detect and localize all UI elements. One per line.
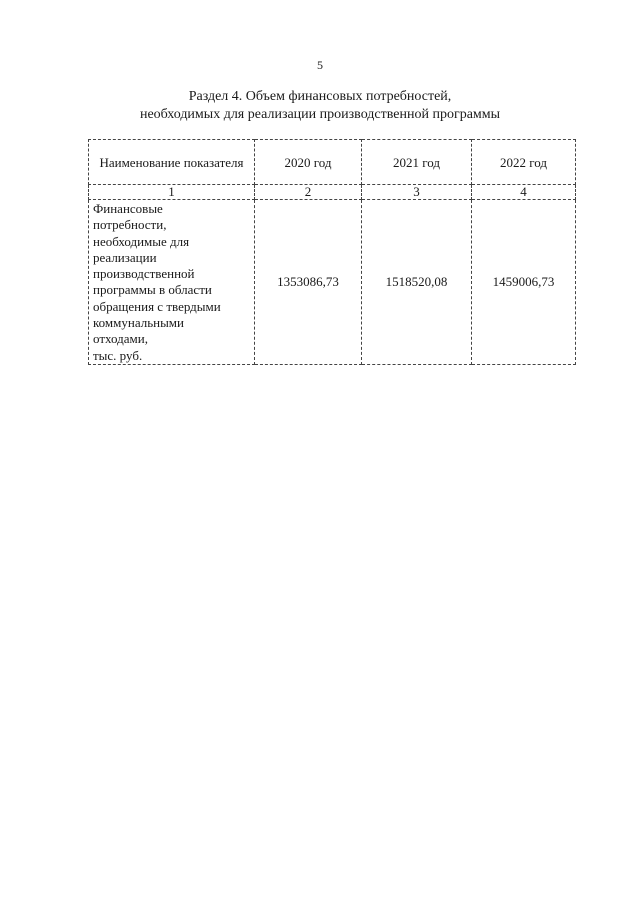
- column-number-row: [89, 185, 576, 200]
- header-year-2021: 2021 год: [362, 140, 472, 185]
- financial-needs-table: [88, 139, 576, 365]
- row-label: [89, 200, 255, 365]
- section-title-line-1: Раздел 4. Объем финансовых потребностей,: [188, 89, 452, 104]
- header-year-2020: 2020 год: [255, 140, 362, 185]
- row-label-line: производственной: [93, 266, 195, 282]
- row-label-line: обращения с твердыми: [93, 298, 221, 314]
- row-label-line: программы в области: [93, 282, 212, 298]
- row-label-line: коммунальными: [93, 315, 184, 331]
- column-number-1: 1: [89, 185, 255, 200]
- row-label-line: отходами,: [93, 331, 148, 347]
- row-label-line: Финансовые: [93, 201, 163, 216]
- value-2022: 1459006,73: [472, 200, 576, 365]
- row-label-line: необходимые для: [93, 233, 190, 249]
- section-title: [0, 88, 640, 124]
- value-2020: 1353086,73: [255, 200, 362, 365]
- column-number-2: 2: [255, 185, 362, 200]
- table-row: [89, 200, 576, 365]
- row-label-line: реализации: [93, 249, 157, 265]
- page-number: 5: [317, 58, 323, 72]
- row-label-line: потребности,: [93, 217, 167, 233]
- header-indicator-name-text: Наименование показателя: [99, 154, 244, 170]
- value-2021: 1518520,08: [362, 200, 472, 365]
- column-number-4: 4: [472, 185, 576, 200]
- column-number-3: 3: [362, 185, 472, 200]
- row-label-line: тыс. руб.: [93, 347, 143, 363]
- table-header-row: [89, 140, 576, 185]
- section-title-line-2: необходимых для реализации производственной программы: [139, 107, 501, 122]
- header-indicator-name: [89, 140, 255, 185]
- header-year-2022: 2022 год: [472, 140, 576, 185]
